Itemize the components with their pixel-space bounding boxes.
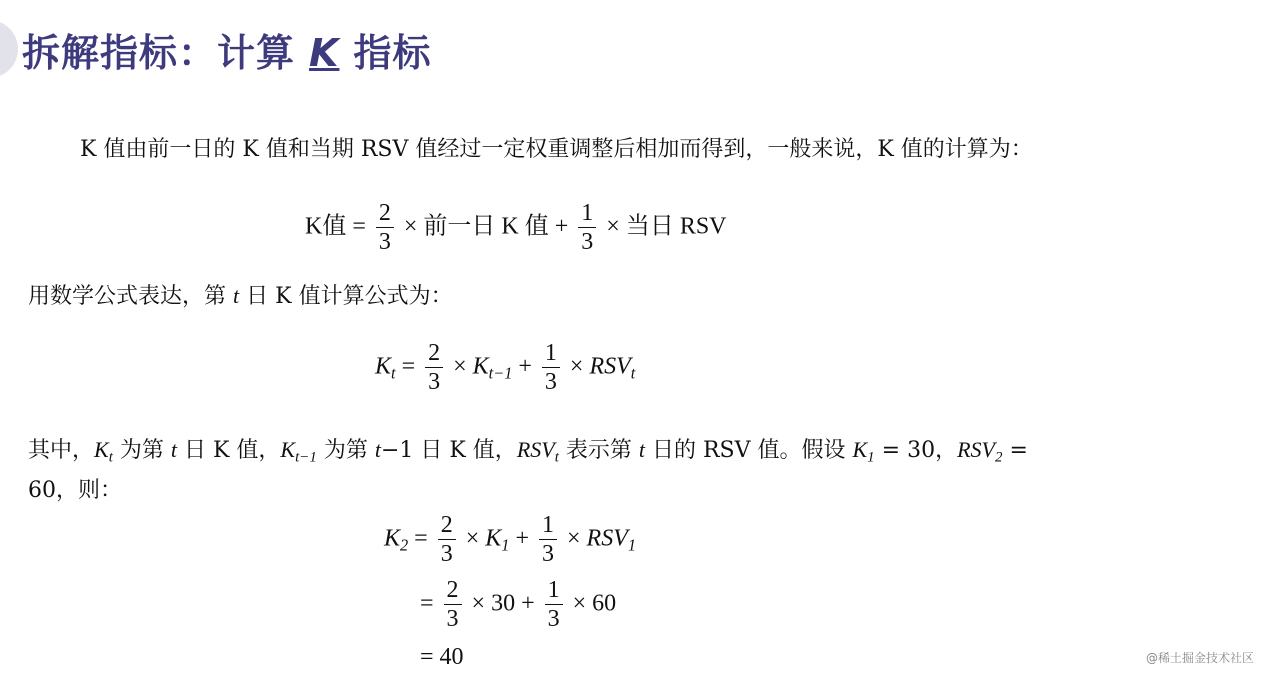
formula1-term-a: × 前一日 K 值 + xyxy=(403,213,569,240)
fraction-two-thirds: $\frac{2}{3}$ xyxy=(444,577,462,633)
calc-line-2: = $\frac{2}{3}$ × 30 + $\frac{1}{3}$ × 60 xyxy=(420,577,617,633)
formula-k-value-words xyxy=(305,200,727,256)
fraction-two-thirds: $\frac{2}{3}$ xyxy=(438,512,456,568)
fraction-one-third: $\frac{1}{3}$ xyxy=(539,512,557,568)
corner-decoration xyxy=(0,20,18,78)
calc-line-1: $K_2$ = $\frac{2}{3}$ × $K_1$ + $\frac{1}{3}$ × $RSV_1$ xyxy=(384,512,637,568)
title-variable: K xyxy=(309,31,340,75)
paragraph-variable-explanation: 其中，$K_t$ 为第 t 日 K 值，$K_{t-1}$ 为第 t−1 日 K 值，$RSV_t$ 表示第 t 日的 RSV 值。假设 $K_1 = 30$，$RSV_2 = 60$，则： xyxy=(28,437,1028,503)
formula-k-t: $K_t$ = $\frac{2}{3}$ × $K_{t-1}$ + $\frac{1}{3}$ × $RSV_t$ xyxy=(375,340,636,396)
watermark: @稀土掘金技术社区 xyxy=(1145,651,1254,665)
paragraph-k-definition: K 值由前一日的 K 值和当期 RSV 值经过一定权重调整后相加而得到，一般来说，K 值的计算为： xyxy=(80,137,1033,162)
formula1-term-b: × 当日 RSV xyxy=(606,213,727,240)
paragraph-formula-intro: 用数学公式表达，第 t 日 K 值计算公式为： xyxy=(28,283,453,309)
fraction-one-third: $\frac{1}{3}$ xyxy=(545,577,563,633)
fraction-one-third: $\frac{1}{3}$ xyxy=(542,340,560,396)
slide-title xyxy=(22,22,431,77)
var-t: t xyxy=(233,283,240,308)
calc-line-3: = 40 xyxy=(420,644,464,670)
formula1-lhs: K值 = xyxy=(305,213,366,240)
title-suffix: 指标 xyxy=(353,31,432,75)
var-k: K xyxy=(375,353,392,380)
fraction-two-thirds: $\frac{2}{3}$ xyxy=(376,200,394,256)
title-prefix: 拆解指标：计算 xyxy=(22,31,296,75)
fraction-one-third: $\frac{1}{3}$ xyxy=(578,200,596,256)
fraction-two-thirds: $\frac{2}{3}$ xyxy=(425,340,443,396)
